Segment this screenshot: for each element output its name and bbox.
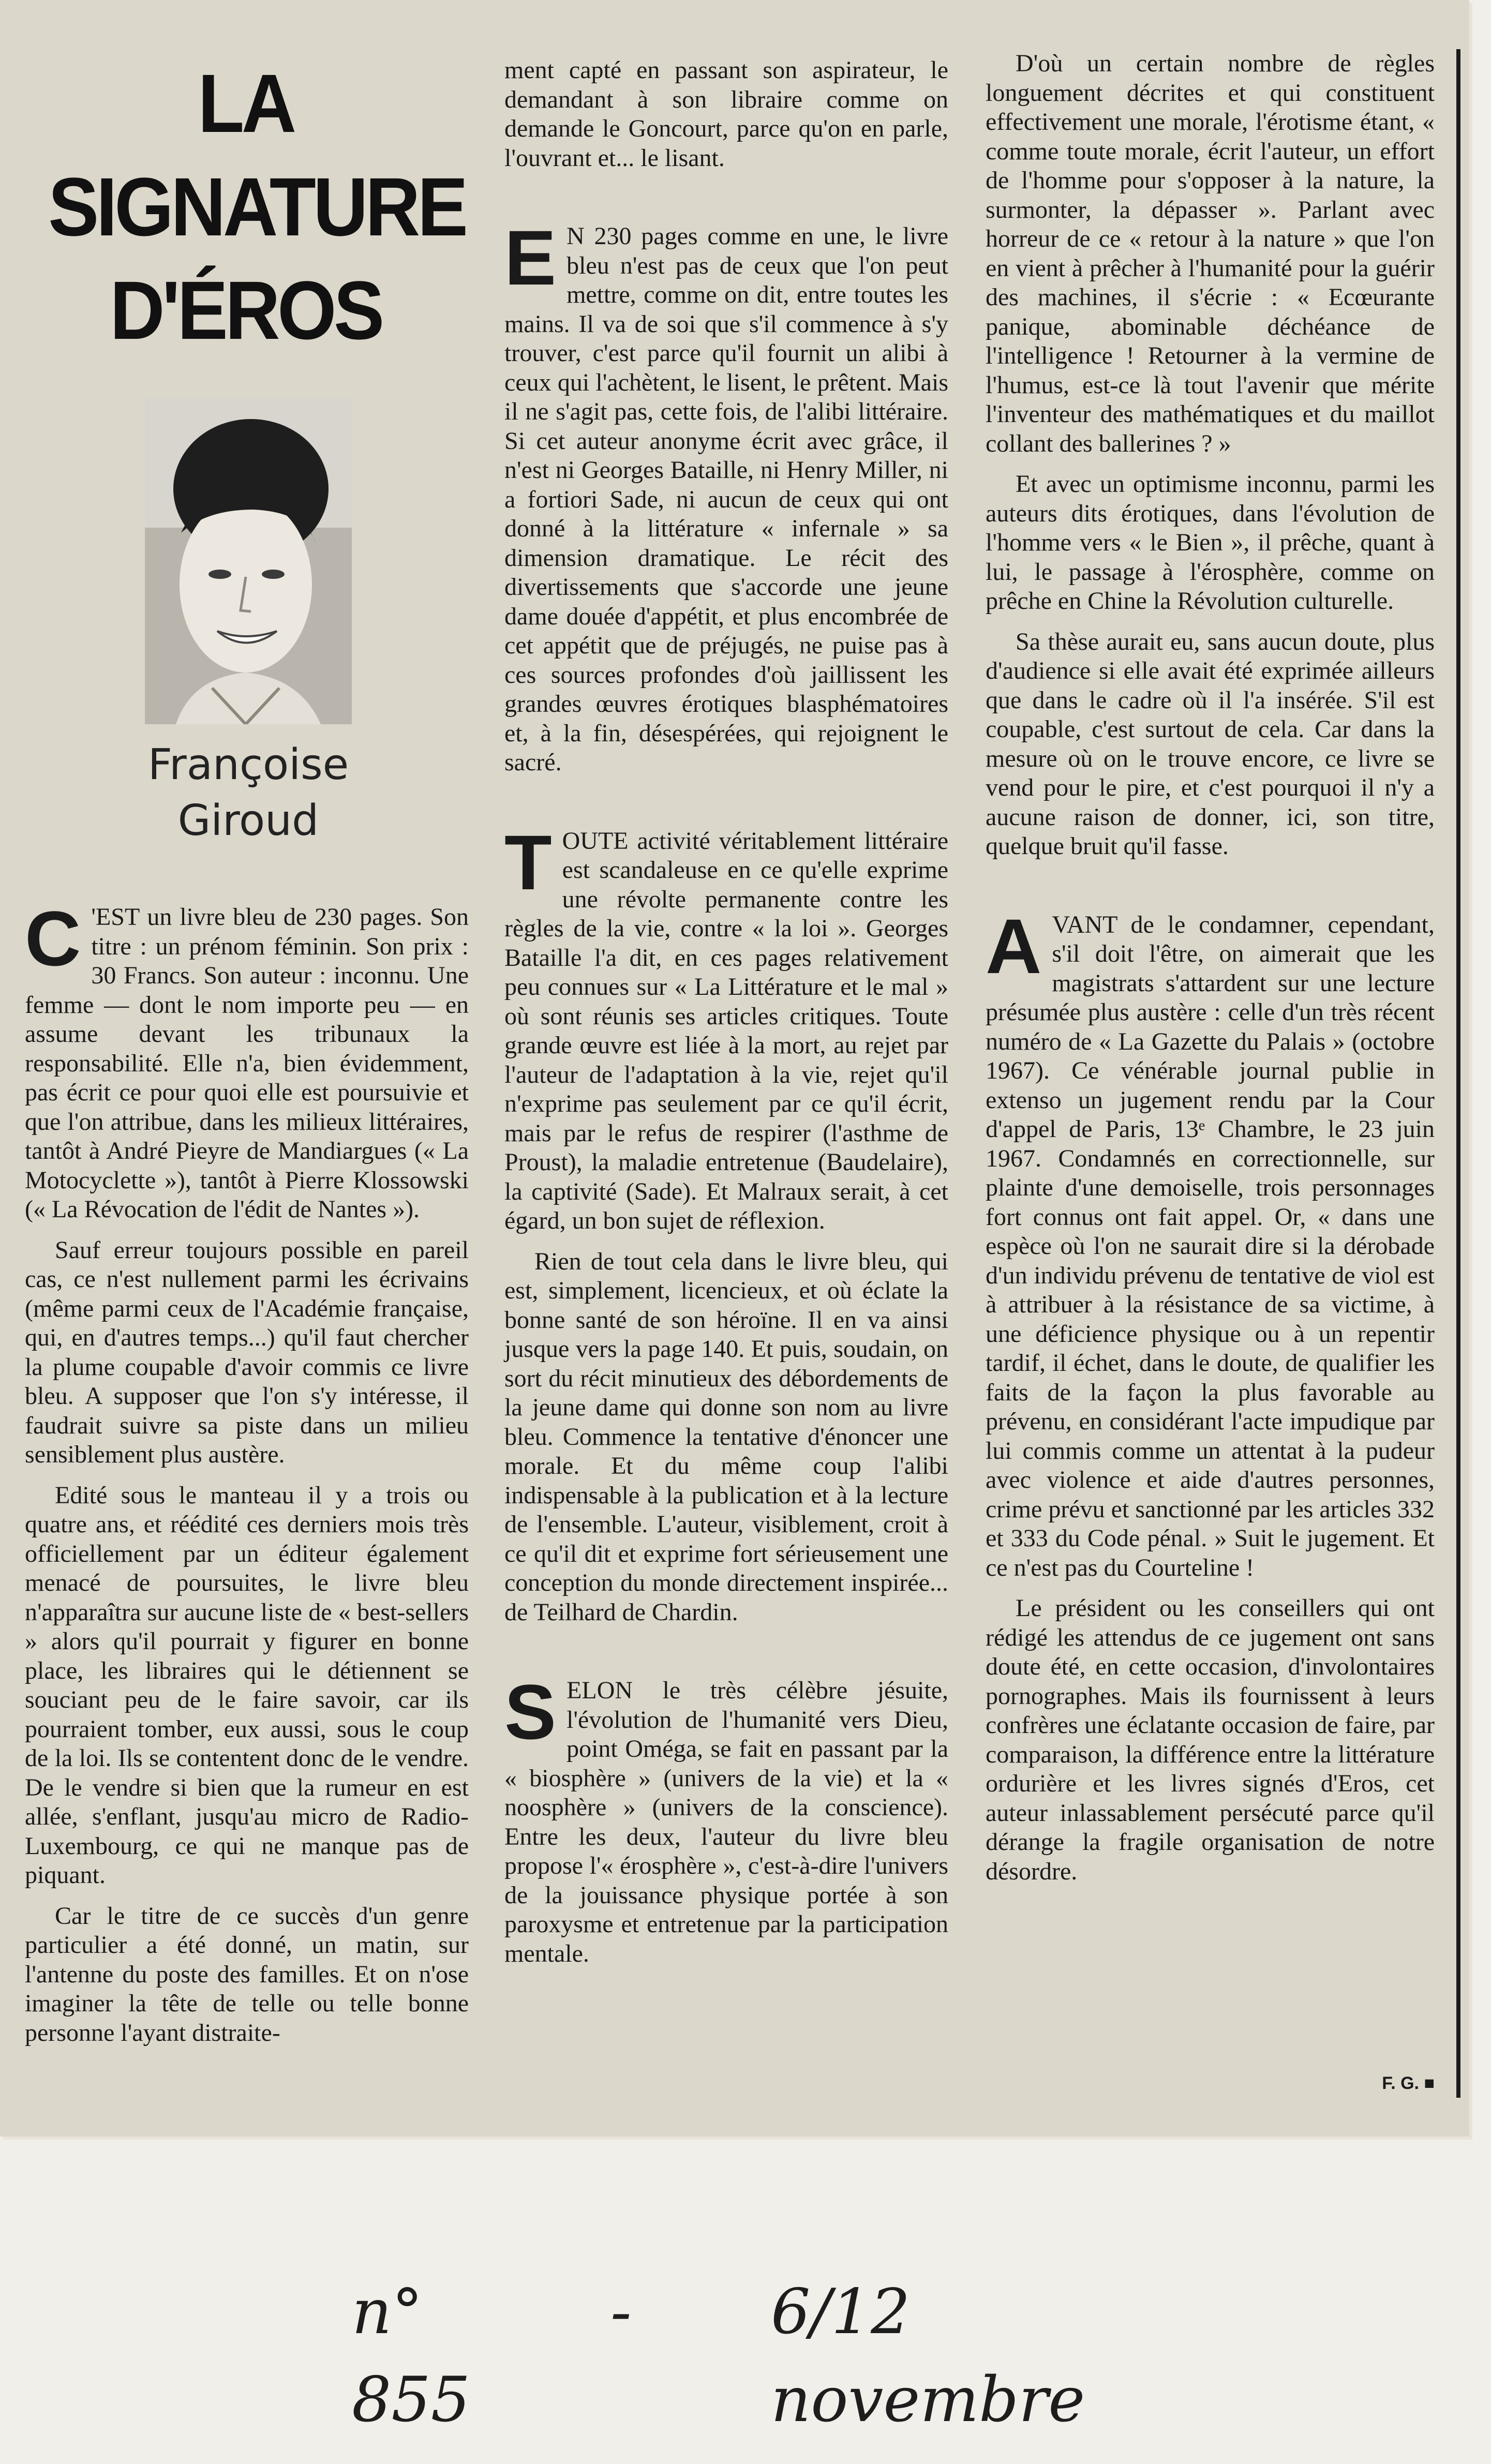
handwritten-dash: - xyxy=(610,2276,632,2348)
paragraph: Edité sous le manteau il y a trois ou quatre ans, et réédité ces derniers mois très officiellement par un éditeur également menacé de poursuites, le livre bleu n'apparaîtra sur aucune liste de « best-sellers » alors qu'il pourrait y figurer en bonne place, les libraires qui le détiennent se souciant peu de le faire savoir, car ils pourraient tomber, eux aussi, sous le coup de la loi. Ils se contentent donc de le vendre. De le vendre si bien que la rumeur en est allée, s'enflant, jusqu'au micro de Radio-Luxembourg, ce qui ne manque pas de piquant. xyxy=(25,1481,469,1889)
paragraph-text: N 230 pages comme en une, le livre bleu n'est pas de ceux que l'on peut mettre, comme on dit, entre toutes les mains. Il va de soi que s'il commence à s'y trouver, c'est parce qu'il fournit un alibi à ceux qui l'achètent, le lisent, le prêtent. Mais il ne s'agit pas, cette fois, de l'alibi littéraire. Si cet auteur anonyme écrit avec grâce, il n'est ni Georges Bataille, ni Henry Miller, ni a fortiori Sade, ni aucun de ceux qui ont donné à la littérature « infernale » sa dimension dramatique. Le récit des divertissements que s'accorde une jeune dame douée d'appétit, et plus encombrée de cet appétit que de préjugés, ne puise pas à ces sources profondes d'où jaillissent les grandes œuvres érotiques blasphématoires et, à la fin, désespérées, qui rejoignent le sacré. xyxy=(504,222,948,776)
paragraph xyxy=(504,214,948,778)
author-byline xyxy=(78,737,419,849)
paragraph: Sauf erreur toujours possible en pareil cas, ce n'est nullement parmi les écrivains (même parmi ceux de l'Académie française, qui, en d'autres temps...) qu'il faut chercher la plume coupable d'avoir commis ce livre bleu. A supposer que l'on s'y intéresse, il faudrait suivre sa piste dans un milieu sensiblement plus austère. xyxy=(25,1236,469,1468)
paragraph xyxy=(986,902,1435,1583)
drop-cap: S xyxy=(504,1668,557,1755)
title-line-2: SIGNATURE xyxy=(48,160,466,253)
portrait-image xyxy=(145,398,352,724)
drop-cap: C xyxy=(25,895,81,982)
paragraph-text: 'EST un livre bleu de 230 pages. Son titre : un prénom féminin. Son prix : 30 Francs. Son auteur : inconnu. Une femme — dont le nom importe peu — en assume devant les tribunaux la responsabilité. Elle n'a, bien évidemment, pas écrit ce pour quoi elle est poursuivie et que l'on attribue, dans les milieux littéraires, tantôt à André Pieyre de Mandiargues (« La Motocyclette »), tantôt à Pierre Klossowski (« La Révocation de l'édit de Nantes »). xyxy=(25,903,469,1223)
drop-cap: E xyxy=(504,214,557,301)
column-1 xyxy=(25,895,469,2059)
paragraph xyxy=(25,895,469,1224)
handwritten-number: n° 855 xyxy=(352,2276,471,2436)
author-signature: F. G. ■ xyxy=(1382,2073,1435,2093)
handwritten-date: 6/12 novembre xyxy=(771,2276,1085,2436)
author-last-name: Giroud xyxy=(177,796,319,845)
author-portrait-photo xyxy=(145,398,352,724)
column-3 xyxy=(986,49,1435,2098)
paragraph xyxy=(504,818,948,1236)
paragraph-text: VANT de le condamner, cependant, s'il doit l'être, on aimerait que les magistrats s'attardent sur une lecture présumée plus austère : celle d'un très récent numéro de « La Gazette du Palais » (octobre 1967). Ce vénérable journal publie in extenso un jugement rendu par la Cour d'appel de Paris, 13ᵉ Chambre, le 23 juin 1967. Condamnés en correctionnelle, sur plainte d'une demoiselle, trois personnages fort connus ont fait appel. Or, « dans une espèce où l'on ne saurait dire si la dérobade d'un individu prévenu de tentative de viol est à attribuer à la résistance de sa victime, à une déficience physique ou à un repentir tardif, il échet, dans le doute, de qualifier les faits de la façon la plus favorable au prévenu, en considérant l'acte impudique par lui commis comme un attentat à la pudeur avec violence et aide d'autres personnes, crime prévu et sanctionné par les articles 332 et 333 du Code pénal. » Suit le jugement. Et ce n'est pas du Courteline ! xyxy=(986,910,1435,1581)
paragraph: D'où un certain nombre de règles longuement décrites et qui constituent effectivement une morale, l'érotisme étant, « comme toute morale, écrit l'auteur, un effort de l'homme pour s'opposer à la nature, la surmonter, la dépasser ». Parlant avec horreur de ce « retour à la nature » que l'on en vient à prêcher à l'humanité pour la guérir des machines, il s'écrie : « Ecœurante panique, abominable déchéance de l'intelligence ! Retourner à la vermine de l'humus, est-ce là tout l'avenir que mérite l'inventeur des mathématiques et du maillot collant des ballerines ? » xyxy=(986,50,1435,457)
paragraph: Sa thèse aurait eu, sans aucun doute, plus d'audience si elle avait été exprimée ailleurs que dans le cadre où il l'a insérée. S'il est coupable, c'est surtout de cela. Car dans la mesure où on le trouve encore, ce livre se vend pour le pire, et c'est pourquoi il n'y a aucune raison de donner, ici, son titre, quelque bruit qu'il fasse. xyxy=(986,628,1435,860)
title-line-3: D'ÉROS xyxy=(110,264,382,356)
paragraph: Le président ou les conseillers qui ont rédigé les attendus de ce jugement ont sans doute été, en cette occasion, d'involontaires pornographes. Mais ils fournissent à leurs confrères une éclatante occasion de faire, par comparaison, la différence entre la littérature ordurière et les livres signés d'Eros, cet auteur inlassablement persécuté parce qu'il dérange la fragile organisation de notre désordre. xyxy=(986,1594,1435,1885)
author-first-name: Françoise xyxy=(147,740,349,789)
paragraph xyxy=(504,1668,948,1968)
article-title xyxy=(48,52,466,362)
paragraph: ment capté en passant son aspirateur, le demandant à son libraire comme on demande le Goncourt, parce qu'on en parle, l'ouvrant et... le lisant. xyxy=(504,56,948,172)
paragraph: Et avec un optimisme inconnu, parmi les auteurs dits érotiques, dans l'évolution de l'homme vers « le Bien », il prêche, quant à lui, le passage à l'érosphère, comme on prêche en Chine la Révolution culturelle. xyxy=(986,470,1435,615)
column-rule xyxy=(1456,49,1460,2098)
drop-cap: T xyxy=(504,818,552,906)
title-line-1: LA xyxy=(198,57,294,150)
paragraph-text: OUTE activité véritablement littéraire est scandaleuse en ce qu'elle exprime une révolte permanente contre les règles de la vie, contre « la loi ». Georges Bataille l'a dit, en ces pages relativement peu connues sur « La Littérature et le mal » où sont réunis ses articles critiques. Toute grande œuvre est liée à la mort, au rejet par l'auteur de l'adaptation à la vie, rejet qu'il n'exprime pas seulement par ce qu'il écrit, mais par le refus de respirer (l'asthme de Proust), la maladie entretenue (Baudelaire), la captivité (Sade). Et Malraux serait, à cet égard, un bon sujet de réflexion. xyxy=(504,827,948,1234)
paragraph: Car le titre de ce succès d'un genre particulier a été donné, un matin, sur l'antenne du poste des familles. Et on n'ose imaginer la tête de telle ou telle bonne personne l'ayant distraite- xyxy=(25,1902,469,2047)
paragraph: Rien de tout cela dans le livre bleu, qui est, simplement, licencieux, et où éclate la bonne santé de son héroïne. Il en va ainsi jusque vers la page 140. Et puis, soudain, on sort du récit minutieux des débordements de la jeune dame qui donne son nom au livre bleu. Commence la tentative d'énoncer une morale. Et du même coup l'alibi indispensable à la publication et à la lecture de l'ensemble. L'auteur, visiblement, croit à ce qu'il dit et exprime fort sérieusement une conception du monde directement inspirée... de Teilhard de Chardin. xyxy=(504,1247,948,1626)
paragraph-text: ELON le très célèbre jésuite, l'évolution de l'humanité vers Dieu, point Oméga, se fait en passant par la « biosphère » (univers de la vie) et la « noosphère » (univers de la conscience). Entre les deux, l'auteur du livre bleu propose l'« érosphère », c'est-à-dire l'univers de la jouissance physique portée à son paroxysme et entretenue par la participation mentale. xyxy=(504,1677,948,1967)
drop-cap: A xyxy=(986,902,1042,990)
column-2 xyxy=(504,56,948,1980)
